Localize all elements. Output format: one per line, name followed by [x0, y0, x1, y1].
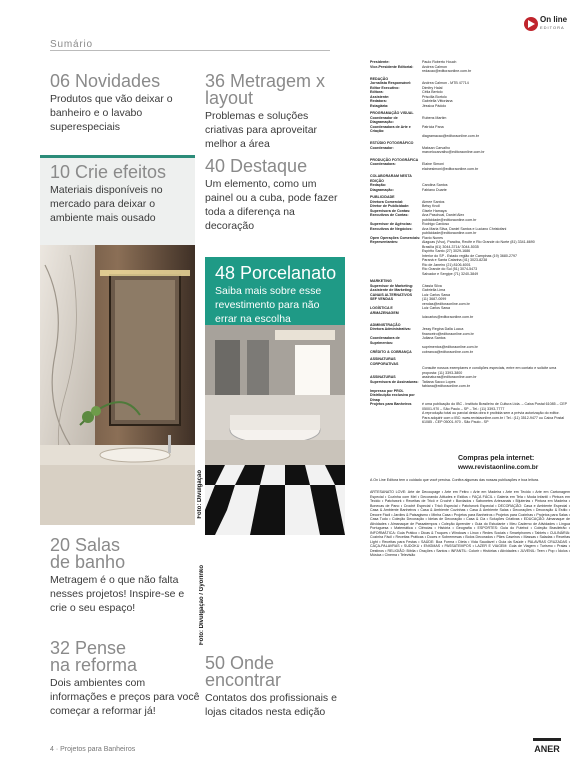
- staff-value: Cássia Silva: [422, 283, 442, 288]
- toc-entry-porcelanato[interactable]: [205, 257, 345, 325]
- staff-value: Jessy Regina Dalla Lucca: [422, 327, 464, 331]
- staff-value: Luiz Carlos Sawa: [422, 306, 450, 310]
- staff-value: publicidade@editoraonline.com.br: [422, 217, 477, 222]
- staff-role: Presidente:: [370, 60, 390, 64]
- staff-role: CRÉDITO & COBRANÇA: [370, 349, 412, 354]
- bathroom-photo-1: [40, 245, 195, 525]
- staff-value: Paulo Roberto Houch: [422, 60, 457, 64]
- staff-value: Gisele Hamaya: [422, 208, 447, 213]
- staff-value: é uma publicação do IBC - Instituto Brasileiro de Cultura Ltda. – Caixa Postal 61085 – CEP 05001-970 – São Paulo – SP – Tel.: (11) 3393-7777: [422, 402, 567, 411]
- staff-row: [370, 167, 570, 172]
- staff-row: [370, 272, 570, 277]
- staff-row: [370, 306, 570, 315]
- bathroom-photo-2: [205, 325, 345, 535]
- staff-value: Espírito Santo (27) 3029-1686: [422, 249, 471, 253]
- staff-row: [370, 104, 570, 109]
- toc-entry-text: Saiba mais sobre esse revestimento para não errar na escolha: [215, 285, 322, 325]
- staff-value: Elaine Simoni: [422, 162, 444, 166]
- staff-value: luizcarlos@editoraonline.com.br: [422, 315, 474, 319]
- toc-entry-novidades[interactable]: [50, 73, 190, 134]
- staff-value: suprimentos@editoraonline.com.br: [422, 345, 478, 349]
- staff-role: Projetos para Banheiros: [370, 402, 412, 406]
- staff-role: MARKETING: [370, 279, 392, 283]
- staff-value: [422, 357, 570, 366]
- toc-entry-title: 48 Porcelanato: [215, 263, 337, 283]
- staff-row: [370, 69, 570, 74]
- staff-row: [370, 125, 570, 134]
- staff-role: [370, 134, 422, 139]
- staff-row: [370, 134, 570, 139]
- staff-role: Coordenadora:: [370, 162, 396, 166]
- staff-row: [370, 174, 570, 183]
- staff-value: Maksan Carvalho: [422, 145, 450, 150]
- staff-role: [370, 366, 422, 375]
- staff-role: Diagramação:: [370, 187, 394, 192]
- toc-entry-title: 50 Onde encontrar: [205, 653, 282, 690]
- staff-role: [370, 150, 422, 155]
- staff-role: Representantes:: [370, 240, 399, 244]
- staff-role: LOGÍSTICA E ARMAZENAGEM: [370, 306, 399, 315]
- staff-value: vendas@editoraonline.com.br: [422, 301, 470, 306]
- staff-value: Célia Bertolo: [422, 90, 443, 94]
- staff-value: Fabiano Duarte: [422, 187, 447, 192]
- toc-entry-text: Problemas e soluções criativas para aproveitar melhor a área: [205, 110, 318, 150]
- staff-row: [370, 350, 570, 355]
- toc-entry-title: 20 Salas de banho: [50, 535, 126, 572]
- staff-role: Supervisor de Marketing:: [370, 283, 414, 288]
- staff-list: [370, 60, 570, 425]
- staff-role: Supervisor de Agências:: [370, 222, 413, 226]
- staff-role: COLABORARAM NESTA EDIÇÃO: [370, 174, 412, 183]
- toc-entry-metragem[interactable]: [205, 73, 345, 151]
- sidebar-note: A On Line Editora tem o cuidado que você precisa. Confira algumas das nossas publicações e boa leitura.: [370, 478, 540, 482]
- toc-entry-text: Produtos que vão deixar o banheiro e o lavabo superespeciais: [50, 93, 173, 133]
- toc-entry-text: Contatos dos profissionais e lojas citados nesta edição: [205, 692, 337, 718]
- logo-line-2: EDITORA: [540, 25, 565, 30]
- page-title: Sumário: [50, 39, 93, 50]
- title-rule: [50, 50, 330, 51]
- staff-value: Rio Grande do Sul (51) 3074-5473: [422, 267, 478, 271]
- staff-value: Rubens Martim: [422, 115, 447, 120]
- staff-value: (11) 3687-0099: [422, 297, 447, 301]
- staff-role: ADMINISTRAÇÃO: [370, 322, 401, 327]
- buy-online-title: Compras pela internet:: [458, 455, 535, 462]
- staff-value: Dimitry Halal: [422, 85, 443, 90]
- staff-value: Salvador e Sergipe (71) 3240-3849: [422, 271, 479, 276]
- staff-value: redacao@editoraonline.com.br: [422, 69, 472, 73]
- staff-role: [370, 167, 422, 172]
- staff-role: SEF VENDAS: [370, 297, 393, 301]
- staff-role: PUBLICIDADE: [370, 195, 395, 199]
- staff-value: marcelocarvalho@editoraonline.com.br: [422, 150, 485, 154]
- toc-entry-title: 40 Destaque: [205, 156, 308, 176]
- photo-credit-1: Foto: Divulgação: [197, 470, 203, 519]
- staff-role: Open Operações Comerciais:: [370, 235, 421, 240]
- staff-value: [422, 174, 570, 183]
- staff-value: diagramacao@editoraonline.com.br: [422, 133, 479, 138]
- toc-entry-salas-de-banho[interactable]: [50, 537, 195, 615]
- staff-value: Carolina Santos: [422, 183, 448, 187]
- toc-entry-title: 32 Pense na reforma: [50, 638, 138, 675]
- staff-value: [422, 393, 570, 402]
- checkerboard-floor: [205, 465, 345, 535]
- toc-entry-onde-encontrar[interactable]: [205, 655, 345, 719]
- staff-role: [370, 69, 422, 74]
- staff-value: elainesimoni@editoraonline.com.br: [422, 166, 479, 171]
- staff-value: Aimee Santos: [422, 199, 445, 204]
- staff-role: ESTÚDIO FOTOGRÁFICO: [370, 141, 414, 145]
- expediente-sidebar: [348, 0, 576, 772]
- staff-value: Para adquirir com o IBC: www.revistaonline.com.br / Tel.: (11) 3512-9477 ou Caixa Postal 61085 - CEP 05001-970 - São Paulo - SP: [422, 415, 565, 424]
- staff-value: Brasília (61) 3044-3714/ 3044-5035: [422, 244, 479, 249]
- toc-entry-title: 06 Novidades: [50, 71, 161, 91]
- toc-entry-text: Dois ambientes com informações e preços para você começar a reformar já!: [50, 677, 200, 717]
- logo-line-1: On line: [540, 15, 568, 24]
- staff-role: [370, 416, 422, 425]
- catalog-text: ARTESANATO LOVE: Arte de Decoupage • Arte em Feltro • Arte em Madeira • Arte em Tecido • Arte em Cartonagem Especial • Cozinha com Mel • Decorando Atitudes e Estilos • FAÇA FÁCIL • Galeria em Tela • Moda Infantil • Pintura em Tecido • Patchwork • Receitas de Tricô e Crochê • Bordados • Sabonetes Artesanais • Bijuterias • Pintura em Madeira • Bonecas de Pano • Crochê Especial • Tricô Especial • Patchwork Especial • DECORAÇÃO: Casa e Ambiente Especial • Casa & Ambiente Banheiros • Casa & Ambiente Cozinhas • Casa & Ambiente Salas • Decorações • Decoração & Estilo • Decore Fácil • Jardins & Paisagismo • Minha Casa • Projetos para Banheiros • Projetos para Cozinhas • Projetos para Salas • Casa Tudo • Coleção Decoração • Ideias de Decoração • Casa & Cia • Soluções Criativas • EDUCAÇÃO: Almanaque de Atividades • Almanaque de Passatempos • Coleção Aprender • Guia do Estudante • Meu Caderno de Atividades • Língua Portuguesa • Matemática • Ciências • História • Geografia • ESPORTES: Guia do Futebol • Coleção Brasileirão • INFORMÁTICA: Guia Prático • Dicas & Truques • Windows • Linux • Redes Sociais • Smartphones • Tablets • CULINÁRIA: Cozinha Fácil • Receitas Práticas • Doces e Sobremesas • Bolos Decorados • Pães Caseiros • Massas • Saladas • Receitas Light • Receitas para Festas • SAÚDE: Boa Forma • Dieta • Vida Saudável • Guia da Saúde • PALAVRAS CRUZADAS • CAÇA-PALAVRAS • SUDOKU • ENIGMAS • PASSATEMPOS • LAZER E VIAGEM: Guia de Viagem • Turismo • Praias • Destinos • RELIGIÃO: Bíblia • Orações • Santos • INFANTIL: Colorir • Histórias • Atividades • JUVENIL: Teen • Pop • Ídolos • Música • Cinema • Televisão: [370, 490, 570, 557]
- page-footer: 4 · Projetos para Banheiros: [50, 746, 136, 753]
- staff-role: CANAIS ALTERNATIVOS: [370, 292, 413, 297]
- svg-text:ANER: ANER: [534, 744, 560, 754]
- staff-role: Redatora:: [370, 99, 387, 103]
- staff-role: Distribuição exclusiva por Dinap: [370, 393, 415, 402]
- staff-row: [370, 393, 570, 402]
- staff-role: Estagiária:: [370, 103, 389, 108]
- staff-role: Impresso por PROL: [370, 388, 404, 393]
- staff-role: Executivos de Contas:: [370, 213, 409, 217]
- staff-value: Flavio Nunes: [422, 235, 443, 240]
- staff-role: REDAÇÃO: [370, 76, 389, 81]
- toc-entry-pense-na-reforma[interactable]: [50, 640, 200, 718]
- staff-value: Betsy Knoll: [422, 204, 440, 208]
- toc-entry-text: Metragem é o que não falta nesses projetos! Inspire-se e crie o seu espaço!: [50, 574, 185, 614]
- staff-role: Supervisora de Contas:: [370, 208, 411, 213]
- staff-role: Editor Executivo:: [370, 85, 400, 90]
- staff-role: [370, 272, 422, 277]
- staff-role: Supervisora de Assinaturas:: [370, 379, 419, 384]
- staff-role: Assistente de Marketing:: [370, 288, 413, 292]
- staff-role: Coordenador de Diagramação:: [370, 115, 398, 124]
- staff-value: Andrea Calmon - MTB 47714: [422, 81, 469, 85]
- staff-row: [370, 416, 570, 425]
- staff-value: Rodrigo Cardoso: [422, 222, 450, 226]
- staff-value: Juliana Santos: [422, 336, 446, 340]
- toc-entry-crie-efeitos[interactable]: [40, 155, 195, 248]
- staff-value: cobranca@editoraonline.com.br: [422, 349, 473, 354]
- staff-row: [370, 116, 570, 125]
- staff-role: Executivos de Negócios:: [370, 226, 413, 231]
- staff-row: [370, 150, 570, 155]
- staff-value: Jéssica Pádolo: [422, 103, 447, 108]
- staff-row: [370, 366, 570, 375]
- staff-role: Editora:: [370, 90, 384, 94]
- bathroom-photo-1-image: [40, 245, 195, 525]
- staff-value: Interior do SP - Estado região de Campinas (19) 3680-2797: [422, 253, 518, 258]
- staff-value: Consulte nossos exemplares e condições especiais, entre em contato e solicite uma proposta: (11) 3393-3800: [422, 366, 557, 375]
- staff-role: Diretor de Publicidade:: [370, 204, 410, 208]
- aner-logo-icon: [533, 738, 561, 758]
- staff-value: financeiro@editoraonline.com.br: [422, 331, 474, 336]
- staff-role: PRODUÇÃO FOTOGRÁFICA: [370, 157, 419, 162]
- staff-role: ASSINATURAS CORPORATIVAS: [370, 357, 399, 366]
- bathroom-photo-2-image: [205, 325, 345, 535]
- staff-role: Diretora Comercial:: [370, 199, 404, 204]
- staff-role: Redação:: [370, 183, 387, 187]
- staff-value: Gabriella Vittoriana: [422, 99, 453, 103]
- staff-value: fabiana@editoraonline.com.br: [422, 384, 470, 388]
- toc-entry-destaque[interactable]: [205, 158, 345, 233]
- photo-credit-2: Foto: Divulgação / Gyorinko: [199, 564, 205, 645]
- staff-role: Jornalista Responsável:: [370, 81, 412, 85]
- staff-role: [370, 315, 422, 320]
- staff-role: PROGRAMAÇÃO VISUAL: [370, 111, 414, 115]
- staff-value: publicidade@editoraonline.com.br: [422, 231, 477, 235]
- toc-entry-text: Um elemento, como um painel ou a cuba, pode fazer toda a diferença na decoração: [205, 178, 338, 232]
- staff-value: Tatiana Sacco Lopes: [422, 379, 456, 384]
- staff-value: Paraná e Santa Catarina (41) 3023-8238: [422, 258, 488, 262]
- staff-value: Priscilla Bortolo: [422, 94, 447, 99]
- staff-role: ASSINATURAS: [370, 375, 396, 379]
- staff-value: Ana Maria Silva, Daniel Santos e Luciano Christofani: [422, 226, 507, 231]
- staff-value: Gabriella Lima: [422, 288, 446, 292]
- staff-role: Assistente:: [370, 94, 390, 99]
- toc-entry-text: Materiais disponíveis no mercado para deixar o ambiente mais ousado: [50, 184, 163, 224]
- editora-logo: [523, 12, 571, 44]
- staff-role: Coordenadora de Suprimentos:: [370, 336, 400, 345]
- staff-role: Coordenadora de Arte e Criação:: [370, 124, 411, 133]
- staff-row: [370, 402, 570, 411]
- staff-value: Alagoas (Vivo), Paraíba, Recife e Rio Grande do Norte (81) 3341-6690: [422, 240, 535, 244]
- staff-role: Coordenador:: [370, 145, 394, 150]
- staff-value: Ana Paschoal, Daniel Alex: [422, 213, 465, 217]
- staff-role: Diretora Administrativa:: [370, 327, 411, 331]
- staff-value: Rio de Janeiro (21) 8106-6001: [422, 262, 471, 267]
- staff-value: A reprodução total ou parcial desta obra é proibida sem a prévia autorização do editor.: [422, 411, 560, 415]
- toc-entry-title: 36 Metragem x layout: [205, 71, 326, 108]
- staff-row: [370, 336, 570, 345]
- staff-row: [370, 357, 570, 366]
- staff-row: [370, 315, 570, 320]
- toc-entry-title: 10 Crie efeitos: [50, 162, 167, 182]
- buy-online-url[interactable]: www.revistaonline.com.br: [458, 464, 539, 471]
- staff-value: Luiz Carlos Sawa: [422, 292, 450, 297]
- aner-logo: [533, 738, 561, 758]
- staff-row: [370, 188, 570, 193]
- staff-role: Vice-Presidente Editorial:: [370, 64, 414, 69]
- staff-value: assinaturas@editoraonline.com.br: [422, 375, 477, 379]
- staff-value: Patrícia Pana: [422, 124, 444, 129]
- staff-value: Andrea Calmon: [422, 64, 447, 69]
